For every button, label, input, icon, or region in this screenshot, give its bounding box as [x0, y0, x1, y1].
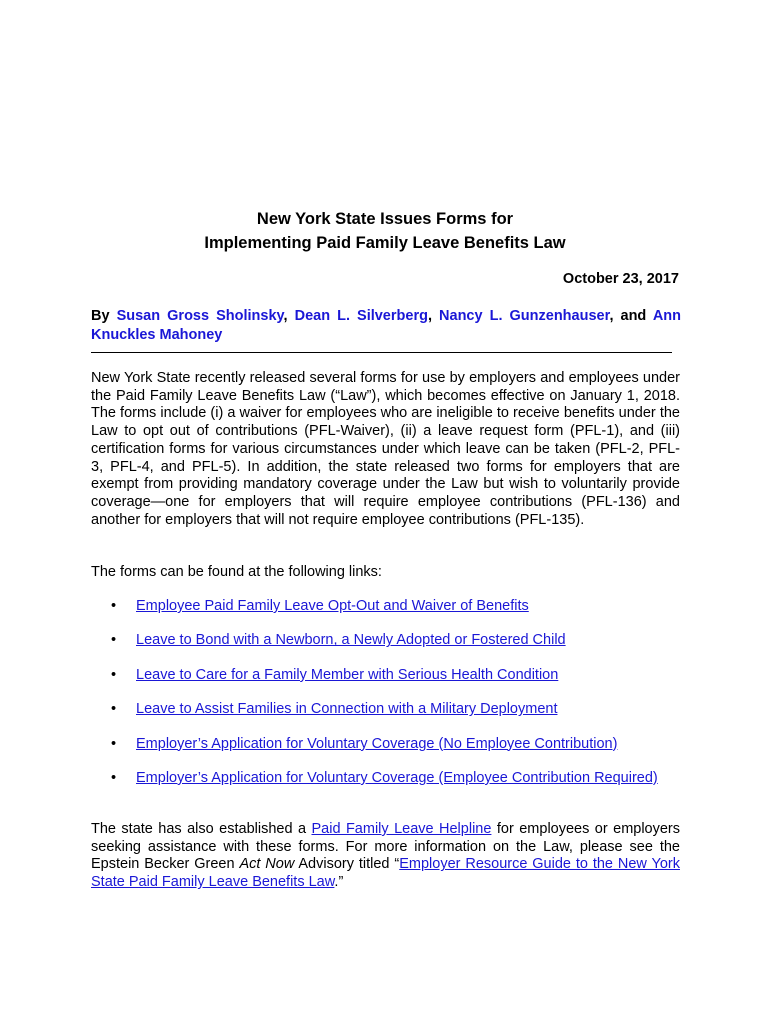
byline — [91, 307, 681, 345]
author-link-mahoney[interactable]: Ann Knuckles Mahoney — [91, 308, 681, 343]
link-bond-newborn[interactable]: Leave to Bond with a Newborn, a Newly Adopted or Fostered Child — [136, 632, 566, 649]
act-now-italic: Act Now — [239, 856, 295, 873]
link-pfl-helpline[interactable]: Paid Family Leave Helpline — [311, 821, 492, 837]
publication-date: October 23, 2017 — [562, 271, 679, 287]
list-item — [91, 701, 680, 719]
title-line-2: Implementing Paid Family Leave Benefits Law — [204, 234, 566, 252]
list-item — [91, 632, 680, 650]
bullet-icon: • — [111, 701, 117, 718]
byline-separator: , — [427, 308, 432, 324]
link-care-family-member[interactable]: Leave to Care for a Family Member with Serious Health Condition — [136, 666, 559, 683]
author-link-sholinsky[interactable]: Susan Gross Sholinsky — [116, 308, 284, 324]
bullet-icon: • — [111, 769, 117, 786]
list-item — [91, 736, 680, 754]
link-voluntary-no-contribution[interactable]: Employer’s Application for Voluntary Coverage (No Employee Contribution) — [136, 735, 618, 752]
closing-text-1: The state has also established a — [91, 821, 307, 837]
byline-separator: , — [609, 308, 614, 324]
horizontal-rule — [91, 352, 672, 353]
link-employer-resource-guide[interactable]: Employer Resource Guide to the New York State Paid Family Leave Benefits Law — [91, 856, 680, 891]
intro-paragraph: New York State recently released several forms for use by employers and employees under the Paid Family Leave Benefits Law (“Law”), which becomes effective on January 1, 2018. The forms include (i) a waiver for employees who are ineligible to receive benefits under the Law to opt out of contributions (PFL-Waiver), (ii) a leave request form (PFL-1), and (iii) certification forms for various circumstances under which leave can be taken (PFL-2, PFL-3, PFL-4, and PFL-5). In addition, the state released two forms for employers that are exempt from providing mandatory coverage under the Law but wish to voluntarily provide coverage—one for employers that will require employee contributions (PFL-136) and another for employers that will not require employee contributions (PFL-135). — [91, 370, 680, 528]
links-intro-paragraph: The forms can be found at the following links: — [91, 564, 382, 580]
title-line-1: New York State Issues Forms for — [256, 210, 514, 228]
closing-text-4: .” — [334, 874, 344, 891]
closing-text-2: for employees or employers seeking assistance with these forms. For more information on the Law, please see the Epstein Becker Green — [91, 821, 681, 873]
link-military-deployment[interactable]: Leave to Assist Families in Connection with a Military Deployment — [136, 701, 558, 718]
byline-and: and — [620, 308, 647, 324]
byline-separator: , — [283, 308, 288, 324]
byline-by: By — [91, 308, 110, 324]
link-opt-out-waiver[interactable]: Employee Paid Family Leave Opt-Out and Waiver of Benefits — [136, 598, 529, 614]
bullet-icon: • — [111, 666, 117, 683]
link-voluntary-employee-contribution[interactable]: Employer’s Application for Voluntary Coverage (Employee Contribution Required) — [136, 769, 658, 786]
list-item — [91, 598, 680, 616]
author-link-gunzenhauser[interactable]: Nancy L. Gunzenhauser — [439, 308, 610, 324]
forms-link-list — [91, 598, 680, 804]
author-link-silverberg[interactable]: Dean L. Silverberg — [294, 308, 428, 324]
list-item — [91, 667, 680, 685]
list-item — [91, 770, 680, 788]
closing-text-3: Advisory titled “ — [298, 856, 400, 873]
closing-paragraph — [91, 821, 680, 892]
bullet-icon: • — [111, 632, 117, 649]
bullet-icon: • — [111, 598, 117, 614]
bullet-icon: • — [111, 735, 117, 752]
document-title — [0, 207, 770, 255]
